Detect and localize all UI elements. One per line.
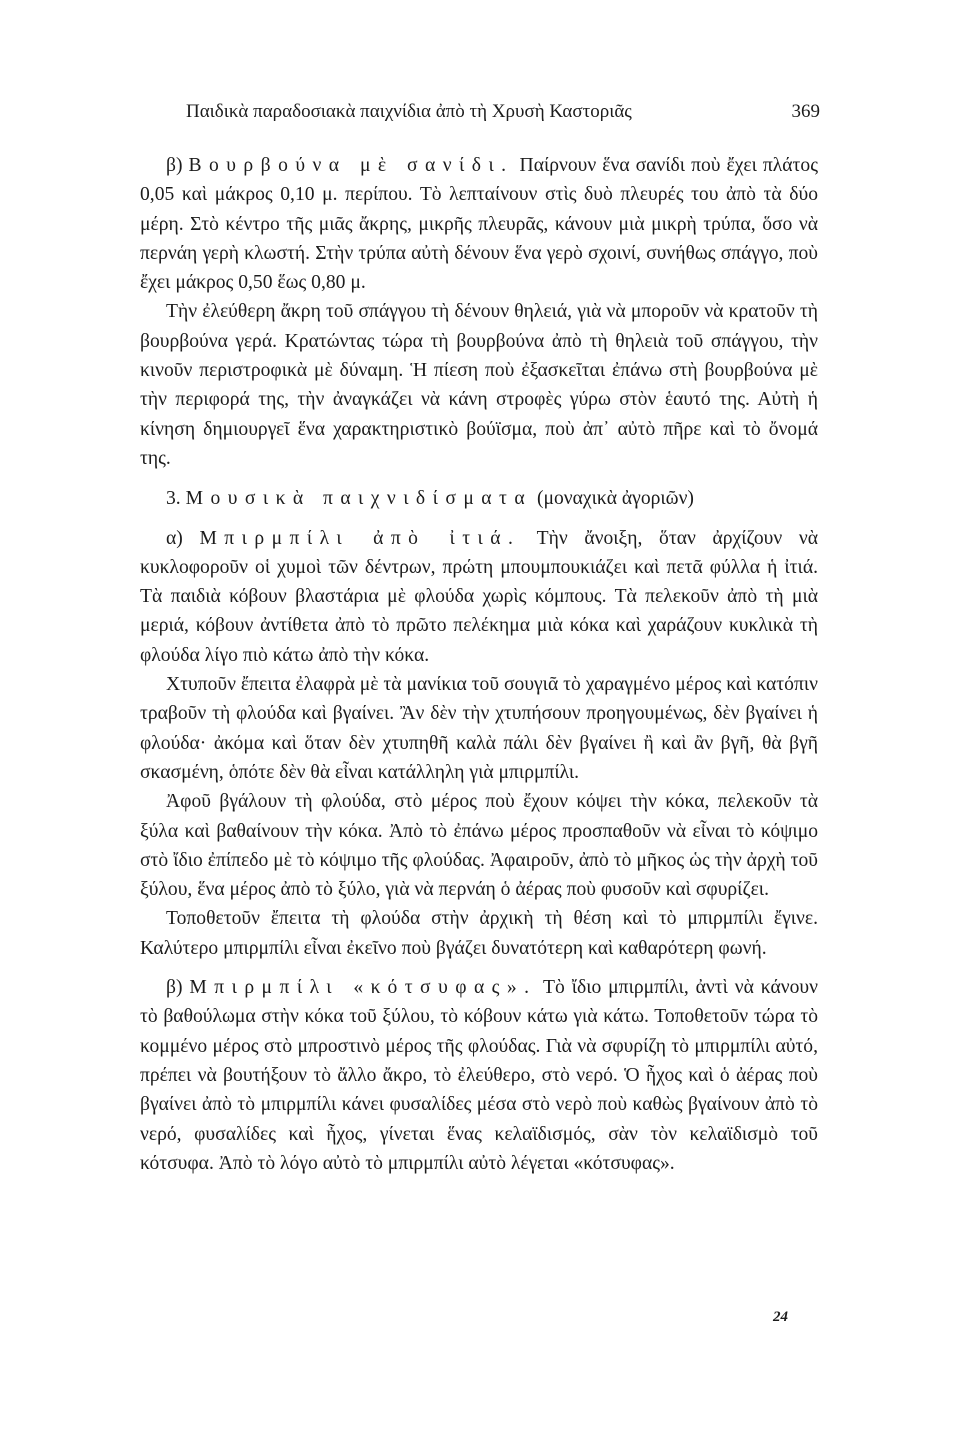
section-subtitle: (μοναχικὰ ἀγοριῶν)	[536, 488, 694, 510]
item-label: β)	[166, 977, 183, 999]
section-heading-3	[140, 484, 818, 513]
paragraph-board-bullroarer	[140, 151, 818, 297]
section-number: 3.	[166, 488, 181, 510]
section-title: Μουσικὰ παιχνιδίσματα	[185, 488, 533, 510]
paragraph-text: Παίρνουν ἕνα σανίδι ποὺ ἔχει πλάτος 0,05 καὶ μάκρος 0,10 μ. περίπου. Τὸ λεπταίνουν στὶς δυὸ πλευρές του ἀπὸ τὰ δύο μέρη. Στὸ κέντρο τῆς μιᾶς ἄκρης, μικρῆς πλευρᾶς, κάνουν μιὰ μικρὴ τρύπα, ὅσο νὰ περνάη γερὴ κλωστή. Στὴν τρύπα αὐτὴ δένουν ἕνα γερὸ σχοινί, συνήθως σπάγγο, ποὺ ἔχει μάκρος 0,50 ἕως 0,80 μ.	[140, 155, 818, 294]
paragraph-text: Τὸ ἴδιο μπιρμπίλι, ἀντὶ νὰ κάνουν τὸ βαθούλωμα στὴν κόκα τοῦ ξύλου, τὸ κόβουν κάτω γιὰ κάτω. Τοποθετοῦν τώρα τὸ κομμένο μέρος στὸ μπροστινὸ μέρος τῆς φλούδας. Γιὰ νὰ σφυρίζη τὸ μπιρμπίλι αὐτό, πρέπει νὰ βουτήξουν τὸ ἄλλο ἄκρο, τὸ ἐλεύθερο, στὸ νερό. Ὁ ἦχος καὶ ὁ ἀέρας ποὺ βγαίνει ἀπὸ τὸ μπιρμπίλι κάνει φυσαλίδες μέσα στὸ νερὸ ποὺ καθὼς βγαίνουν ἀπὸ τὸ νερό, φυσαλίδες καὶ ἦχος, γίνεται ἕνας κελαϊδισμός, σὰν τὸν κελαϊδισμὸ τοῦ κότσυφα. Ἀπὸ τὸ λόγο αὐτὸ τὸ μπιρμπίλι αὐτὸ λέγεται «κότσυφας».	[140, 977, 818, 1174]
signature-mark: 24	[773, 1309, 788, 1325]
item-heading: Βουρβούνα μὲ σανίδι.	[188, 155, 514, 176]
paragraph-string-loop: Τὴν ἐλεύθερη ἄκρη τοῦ σπάγγου τὴ δένουν θηλειά, γιὰ νὰ μποροῦν νὰ κρατοῦν τὴ βουρβούνα γερά. Κρατώντας τώρα τὴ βουρβούνα ἀπὸ τὴ θηλειὰ τοῦ σπάγγου, τὴν κινοῦν περιστροφικὰ μὲ δύναμη. Ἡ πίεση ποὺ ἐξασκεῖται ἐπάνω στὴ βουρβούνα μὲ τὴν περιφορά της, τὴν ἀναγκάζει νὰ κάνη στροφὲς γύρω στὸν ἑαυτό της. Αὐτὴ ἡ κίνηση δημιουργεῖ ἕνα χαρακτηριστικὸ βούϊσμα, ποὺ ἀπ᾽ αὐτὸ πῆρε καὶ τὸ ὄνομά της.	[140, 301, 818, 469]
paragraph-assembly: Τοποθετοῦν ἔπειτα τὴ φλούδα στὴν ἀρχικὴ τὴ θέση καὶ τὸ μπιρμπίλι ἔγινε. Καλύτερο μπιρμπίλι εἶναι ἐκεῖνο ποὺ βγάζει δυνατότερη καὶ καθαρότερη φωνή.	[140, 908, 818, 959]
item-heading: Μπιρμπίλι ἀπὸ ἰτιά.	[199, 527, 521, 549]
book-page	[140, 0, 818, 1444]
body-text	[140, 151, 818, 1178]
item-label: α)	[166, 527, 183, 549]
paragraph-willow-whistle	[140, 524, 818, 670]
paragraph-text: Τὴν ἄνοιξη, ὅταν ἀρχίζουν νὰ κυκλοφοροῦν οἱ χυμοὶ τῶν δέντρων, πρώτη μπουμπουκιάζει καὶ πετᾶ φύλλα ἡ ἰτιά. Τὰ παιδιὰ κόβουν βλαστάρια μὲ φλούδα χωρὶς κόμπους. Τὰ πελεκοῦν ἀπὸ τὴ μιὰ μεριά, κόβουν ἀντίθετα ἀπὸ τὸ πρῶτο πελέκημα μιὰ κόκα καὶ χαράζουν κυκλικὰ τὴ φλούδα λίγο πιὸ κάτω ἀπὸ τὴν κόκα.	[140, 527, 818, 666]
running-head	[186, 100, 820, 124]
paragraph-blackbird-whistle	[140, 973, 818, 1178]
running-title: Παιδικὰ παραδοσιακὰ παιχνίδια ἀπὸ τὴ Χρυσὴ Καστοριᾶς	[186, 101, 632, 122]
page-number: 369	[791, 101, 820, 122]
item-heading: Μπιρμπίλι «κότσυφας».	[189, 977, 537, 999]
paragraph-bark-removal: Χτυποῦν ἔπειτα ἐλαφρὰ μὲ τὰ μανίκια τοῦ σουγιᾶ τὸ χαραγμένο μέρος καὶ κατόπιν τραβοῦν τὴ φλούδα καὶ βγαίνει. Ἂν δὲν τὴν χτυπήσουν προηγουμένως, δὲν βγαίνει ἡ φλούδα· ἀκόμα καὶ ὅταν δὲν χτυπηθῆ καλὰ πάλι δὲν βγαίνει ἢ καὶ ἂν βγῆ, θὰ βγῆ σκασμένη, ὁπότε δὲν θὰ εἶναι κατάλληλη γιὰ μπιρμπίλι.	[140, 674, 818, 783]
item-label: β)	[166, 155, 183, 176]
paragraph-carving: Ἀφοῦ βγάλουν τὴ φλούδα, στὸ μέρος ποὺ ἔχουν κόψει τὴν κόκα, πελεκοῦν τὰ ξύλα καὶ βαθαίνουν τὴν κόκα. Ἀπὸ τὸ ἐπάνω μέρος προσπαθοῦν νὰ εἶναι τὸ κόψιμο στὸ ἴδιο ἐπίπεδο μὲ τὸ κόψιμο τῆς φλούδας. Ἀφαιροῦν, ἀπὸ τὸ μῆκος ὡς τὴν ἀρχὴ τοῦ ξύλου, ἕνα μέρος ἀπὸ τὸ ξύλο, γιὰ νὰ περνάη ὁ ἀέρας ποὺ φυσοῦν καὶ σφυρίζει.	[140, 791, 818, 901]
